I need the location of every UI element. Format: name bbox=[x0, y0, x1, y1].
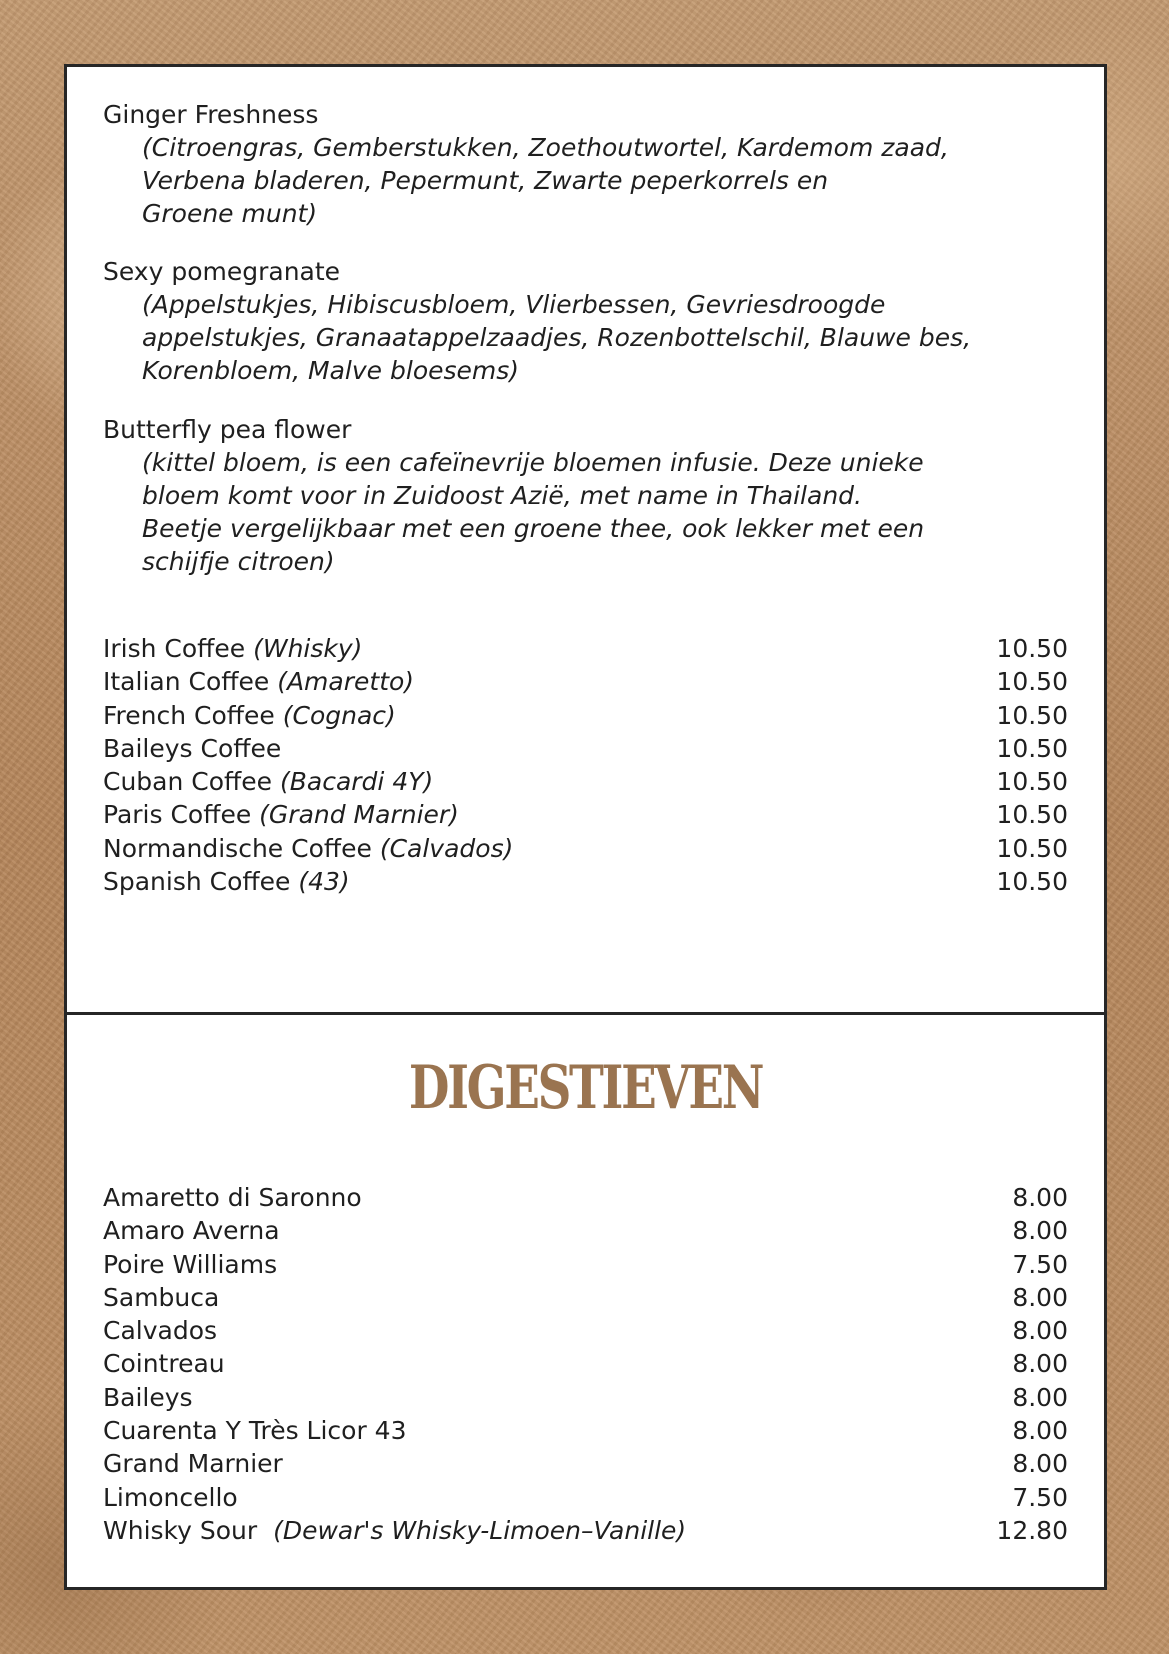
coffee-note: (Bacardi 4Y) bbox=[279, 767, 434, 797]
digestief-row bbox=[103, 1183, 1068, 1216]
digestief-name-wrap bbox=[103, 1283, 219, 1312]
coffee-name: Italian Coffee bbox=[103, 667, 270, 697]
coffee-name-wrap bbox=[103, 701, 396, 730]
coffee-name: Paris Coffee bbox=[103, 800, 252, 830]
digestief-name-wrap bbox=[103, 1250, 277, 1279]
digestief-name-wrap bbox=[103, 1216, 280, 1245]
coffee-price: 10.50 bbox=[996, 800, 1068, 830]
coffee-note: (Amaretto) bbox=[277, 667, 415, 697]
digestief-price: 8.00 bbox=[1012, 1316, 1068, 1346]
digestief-price: 12.80 bbox=[996, 1515, 1068, 1545]
digestief-name: Poire Williams bbox=[103, 1249, 278, 1279]
coffee-price: 10.50 bbox=[996, 733, 1068, 763]
coffee-row bbox=[103, 834, 1068, 867]
coffee-note: (43) bbox=[298, 867, 350, 897]
digestief-name: Cuarenta Y Très Licor 43 bbox=[103, 1416, 407, 1446]
coffee-name: Normandische Coffee bbox=[103, 833, 372, 863]
coffee-note: (Cognac) bbox=[282, 700, 396, 730]
digestief-row bbox=[103, 1216, 1068, 1249]
digestief-row bbox=[103, 1283, 1068, 1316]
digestief-name-wrap bbox=[103, 1516, 686, 1545]
digestief-row bbox=[103, 1316, 1068, 1349]
digestief-name-wrap bbox=[103, 1349, 225, 1378]
digestief-name-wrap bbox=[103, 1449, 283, 1478]
digestief-note: (Dewar's Whisky-Limoen–Vanille) bbox=[273, 1515, 687, 1545]
section-heading: DIGESTIEVEN bbox=[408, 1053, 763, 1123]
digestief-row bbox=[103, 1383, 1068, 1416]
digestief-name: Cointreau bbox=[103, 1349, 225, 1379]
digestief-name-wrap bbox=[103, 1183, 362, 1212]
tea-name: Butterfly pea flower bbox=[103, 415, 352, 444]
digestief-price: 8.00 bbox=[1012, 1349, 1068, 1379]
tea-name: Ginger Freshness bbox=[103, 100, 319, 129]
coffee-row bbox=[103, 634, 1068, 667]
coffee-name-wrap bbox=[103, 667, 414, 696]
digestief-price: 7.50 bbox=[1012, 1482, 1068, 1512]
coffee-name-wrap bbox=[103, 800, 459, 829]
coffee-row bbox=[103, 701, 1068, 734]
digestief-row bbox=[103, 1483, 1068, 1516]
coffee-price: 10.50 bbox=[996, 767, 1068, 797]
digestief-row bbox=[103, 1516, 1068, 1549]
digestief-name: Limoncello bbox=[103, 1482, 238, 1512]
digestief-name-wrap bbox=[103, 1483, 238, 1512]
tea-description: (Citroengras, Gemberstukken, Zoethoutwortel, Kardemom zaad, Verbena bladeren, Pepermunt, Zwarte peperkorrels en Groene munt) bbox=[142, 133, 949, 228]
tea-item-ginger-freshness bbox=[103, 99, 1083, 230]
coffee-name-wrap bbox=[103, 734, 281, 763]
coffee-name: French Coffee bbox=[103, 700, 275, 730]
digestief-row bbox=[103, 1349, 1068, 1382]
coffee-name-wrap bbox=[103, 634, 362, 663]
digestief-name: Amaro Averna bbox=[103, 1216, 280, 1246]
digestief-name: Sambuca bbox=[103, 1282, 220, 1312]
digestief-price: 8.00 bbox=[1012, 1183, 1068, 1212]
digestief-price: 8.00 bbox=[1012, 1216, 1068, 1246]
coffee-row bbox=[103, 667, 1068, 700]
coffee-name: Cuban Coffee bbox=[103, 767, 273, 797]
digestieven-card bbox=[64, 1012, 1107, 1590]
digestief-price: 8.00 bbox=[1012, 1416, 1068, 1446]
coffee-price: 10.50 bbox=[996, 667, 1068, 697]
coffee-name: Baileys Coffee bbox=[103, 733, 282, 763]
digestief-price: 7.50 bbox=[1012, 1249, 1068, 1279]
tea-item-butterfly-pea-flower bbox=[103, 414, 1083, 578]
digestief-name: Grand Marnier bbox=[103, 1449, 283, 1479]
digestief-price: 8.00 bbox=[1012, 1382, 1068, 1412]
digestief-price: 8.00 bbox=[1012, 1449, 1068, 1479]
digestief-price: 8.00 bbox=[1012, 1282, 1068, 1312]
tea-description: (kittel bloem, is een cafeïnevrije bloemen infusie. Deze unieke bloem komt voor in Zuidoost Azië, met name in Thailand. Beetje vergelijkbaar met een groene thee, ook lekker met een schijfje citroen) bbox=[142, 448, 925, 576]
coffee-name: Spanish Coffee bbox=[103, 867, 291, 897]
coffee-row bbox=[103, 867, 1068, 900]
digestief-row bbox=[103, 1416, 1068, 1449]
coffee-price: 10.50 bbox=[996, 833, 1068, 863]
coffee-price: 10.50 bbox=[996, 867, 1068, 897]
tea-name: Sexy pomegranate bbox=[103, 257, 341, 286]
coffee-row bbox=[103, 800, 1068, 833]
digestief-row bbox=[103, 1250, 1068, 1283]
digestief-name: Calvados bbox=[103, 1316, 218, 1346]
digestief-name: Whisky Sour bbox=[103, 1515, 258, 1545]
coffee-name: Irish Coffee bbox=[103, 634, 246, 663]
digestief-row bbox=[103, 1449, 1068, 1482]
digestief-name-wrap bbox=[103, 1383, 193, 1412]
coffee-note: (Calvados) bbox=[379, 833, 514, 863]
tea-item-sexy-pomegranate bbox=[103, 256, 1083, 387]
coffee-name-wrap bbox=[103, 767, 433, 796]
digestief-name: Amaretto di Saronno bbox=[103, 1183, 362, 1212]
coffee-list bbox=[103, 634, 1068, 900]
coffee-price: 10.50 bbox=[996, 634, 1068, 663]
coffee-note: (Grand Marnier) bbox=[259, 800, 459, 830]
coffee-row bbox=[103, 767, 1068, 800]
coffee-note: (Whisky) bbox=[253, 634, 363, 663]
coffee-row bbox=[103, 734, 1068, 767]
coffee-name-wrap bbox=[103, 867, 350, 896]
digestief-name-wrap bbox=[103, 1316, 217, 1345]
coffee-name-wrap bbox=[103, 834, 513, 863]
tea-coffee-card bbox=[64, 64, 1107, 1015]
digestief-name-wrap bbox=[103, 1416, 407, 1445]
coffee-price: 10.50 bbox=[996, 700, 1068, 730]
digestieven-list bbox=[103, 1183, 1068, 1549]
digestief-name: Baileys bbox=[103, 1382, 193, 1412]
tea-description: (Appelstukjes, Hibiscusbloem, Vlierbessen, Gevriesdroogde appelstukjes, Granaatappelzaadjes, Rozenbottelschil, Blauwe bes, Korenbloem, Malve bloesems) bbox=[142, 290, 972, 385]
